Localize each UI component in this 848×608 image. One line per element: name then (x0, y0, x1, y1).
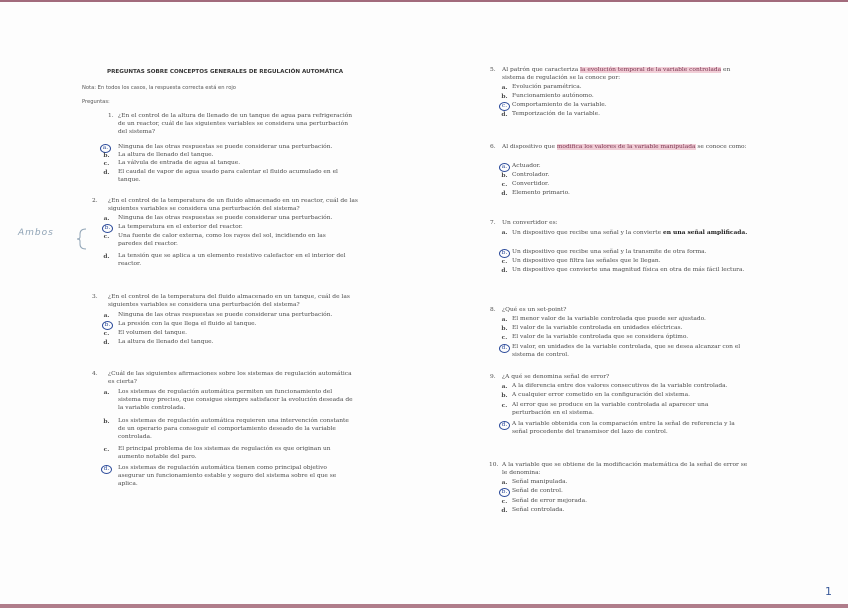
question-stem (502, 67, 754, 83)
question-number: 10. (489, 462, 499, 468)
option-letter: c. (501, 258, 508, 265)
option-letter: c. (103, 446, 110, 453)
option-text: Un dispositivo que recibe una señal y la transmite de otra forma. (512, 249, 707, 255)
question-number: 4. (92, 371, 98, 377)
option-letter: d. (103, 253, 110, 260)
margin-handwritten-note: Ambos (18, 228, 54, 238)
question-number: 1. (108, 113, 114, 119)
option-letter: d. (501, 190, 508, 197)
option-text: La temperatura en el exterior del reactor. (118, 224, 243, 230)
option-text: La tensión que se aplica a un elemento resistivo calefactor en el interior del reactor. (118, 253, 346, 267)
top-border (0, 0, 848, 2)
question-stem: A la variable que se obtiene de la modificación matemática de la señal de error se le denomina: (502, 462, 748, 476)
option-text: La altura de llenado del tanque. (118, 152, 214, 158)
option-text: El valor, en unidades de la variable controlada, que se desea alcanzar con el sistema de control. (512, 344, 741, 358)
selected-answer-circle: d. (101, 465, 112, 474)
option-text-part: Un dispositivo que recibe una señal y la convierte (512, 230, 663, 236)
selected-answer-circle: b. (102, 321, 113, 330)
option-letter: b. (103, 152, 110, 159)
question-stem: Un convertidor es: (502, 220, 558, 226)
option-text: Ninguna de las otras respuestas se puede considerar una perturbación. (118, 215, 333, 221)
option-text: El volumen del tanque. (118, 330, 187, 336)
selected-answer-circle: b. (499, 488, 510, 497)
option-letter: a. (103, 312, 110, 319)
option-text: Señal manipulada. (512, 479, 568, 485)
option-letter: b. (501, 325, 508, 332)
option-text: El caudal de vapor de agua usado para calentar el fluido acumulado en el tanque. (118, 169, 338, 183)
option-text: Una fuente de calor externa, como los rayos del sol, incidiendo en las paredes del reactor. (118, 233, 326, 247)
option-text: Señal de error mejorada. (512, 498, 587, 504)
option-letter: c. (103, 330, 110, 337)
highlighted-text: modifica los valores de la variable manipulada (556, 144, 696, 150)
option-text: Señal controlada. (512, 507, 565, 513)
option-text: Actuador. (512, 163, 541, 169)
option-letter: a. (501, 383, 508, 390)
option-letter: c. (501, 334, 508, 341)
option-letter: b. (103, 418, 110, 425)
option-letter: d. (501, 111, 508, 118)
selected-answer-circle: c. (499, 102, 510, 111)
option-text: Convertidor. (512, 181, 550, 187)
option-text: Los sistemas de regulación automática tienen como principal objetivo asegurar un funcionamiento estable y seguro del sistema sobre el que se aplica. (118, 465, 337, 487)
bottom-border (0, 604, 848, 608)
option-text: La presión con la que llega el fluido al tanque. (118, 321, 257, 327)
stem-text: se conoce como: (695, 144, 747, 150)
note-text: Nota: En todos los casos, la respuesta correcta está en rojo (82, 85, 236, 91)
option-text: Un dispositivo que filtra las señales que le llegan. (512, 258, 661, 264)
option-letter: d. (103, 339, 110, 346)
question-stem: ¿En el control de la temperatura del fluido almacenado en un tanque, cuál de las siguientes variables se considera una perturbación del sistema? (108, 294, 350, 308)
option-letter: d. (501, 507, 508, 514)
option-letter: b. (501, 172, 508, 179)
question-number: 6. (490, 144, 496, 150)
brace-mark-icon (76, 228, 88, 250)
option-letter: c. (103, 160, 110, 167)
selected-answer-circle: d. (499, 344, 510, 353)
option-letter: a. (103, 215, 110, 222)
page-number: 1 (825, 585, 832, 598)
option-text: Ninguna de las otras respuestas se puede considerar una perturbación. (118, 312, 333, 318)
emphasized-text: en una señal amplificada. (662, 229, 748, 236)
option-text: A la variable obtenida con la comparación entre la señal de referencia y la señal procedente del transmisor del lazo de control. (512, 421, 735, 435)
option-letter: a. (501, 479, 508, 486)
option-text: Ninguna de las otras respuestas se puede considerar una perturbación. (118, 144, 333, 150)
stem-text: Al patrón que caracteriza (502, 67, 581, 73)
option-text: Señal de control. (512, 488, 563, 494)
question-number: 5. (490, 67, 496, 73)
option-letter: c. (501, 402, 508, 409)
option-text: El valor de la variable controlada en unidades eléctricas. (512, 325, 683, 331)
question-number: 3. (92, 294, 98, 300)
option-text: La válvula de entrada de agua al tanque. (118, 160, 241, 166)
selected-answer-circle: b. (102, 224, 113, 233)
document-title: PREGUNTAS SOBRE CONCEPTOS GENERALES DE REGULACIÓN AUTOMÁTICA (107, 69, 344, 75)
option-text: Comportamiento de la variable. (512, 102, 607, 108)
option-text: Los sistemas de regulación automática permiten un funcionamiento del sistema muy preciso, que consigue siempre satisfacer la evolución deseada de la variable controlada. (118, 389, 353, 411)
option-letter: a. (501, 229, 508, 236)
question-stem: ¿A qué se denomina señal de error? (502, 374, 610, 380)
question-stem (502, 144, 754, 152)
question-stem: ¿En el control de la altura de llenado de un tanque de agua para refrigeración de un reactor, cuál de las siguientes variables se considera una perturbación del sistema? (118, 113, 353, 135)
option-letter: a. (501, 84, 508, 91)
option-text: Funcionamiento autónomo. (512, 93, 594, 99)
option-letter: c. (501, 181, 508, 188)
option-text: Un dispositivo que convierte una magnitud física en otra de más fácil lectura. (512, 267, 745, 273)
option-text (512, 229, 752, 238)
preguntas-label: Preguntas: (82, 99, 110, 105)
option-text: Controlador. (512, 172, 550, 178)
question-number: 9. (490, 374, 496, 380)
option-letter: a. (501, 316, 508, 323)
option-text: El menor valor de la variable controlada que puede ser ajustado. (512, 316, 706, 322)
option-text: A la diferencia entre dos valores consecutivos de la variable controlada. (512, 383, 728, 389)
highlighted-text: la evolución temporal de la variable controlada (580, 67, 722, 73)
option-text: Los sistemas de regulación automática requieren una intervención constante de un operario para conseguir el comportamiento deseado de la variable controlada. (118, 418, 349, 440)
question-stem: ¿Cuál de las siguientes afirmaciones sobre los sistemas de regulación automática es cierta? (108, 371, 352, 385)
selected-answer-circle: b. (499, 249, 510, 258)
question-stem: ¿Qué es un set-point? (502, 307, 567, 313)
option-letter: b. (501, 93, 508, 100)
option-letter: c. (501, 498, 508, 505)
option-text: Al error que se produce en la variable controlada al aparecer una perturbación en el sistema. (512, 402, 709, 416)
selected-answer-circle: a. (499, 163, 510, 172)
option-text: El valor de la variable controlada que se considera óptimo. (512, 334, 689, 340)
option-letter: c. (103, 233, 110, 240)
option-text: El principal problema de los sistemas de regulación es que originan un aumento notable del paro. (118, 446, 331, 460)
question-stem: ¿En el control de la temperatura de un fluido almacenado en un reactor, cuál de las siguientes variables se considera una perturbación del sistema? (108, 198, 358, 212)
option-text: La altura de llenado del tanque. (118, 339, 214, 345)
question-number: 8. (490, 307, 496, 313)
stem-text: Al dispositivo que (502, 144, 557, 150)
option-text: Elemento primario. (512, 190, 570, 196)
option-text: Evolución paramétrica. (512, 84, 582, 90)
option-text: A cualquier error cometido en la configuración del sistema. (512, 392, 690, 398)
option-letter: d. (103, 169, 110, 176)
selected-answer-circle: d. (499, 421, 510, 430)
option-letter: d. (501, 267, 508, 274)
stem-text: en sistema de regulación se la conoce por: (502, 67, 731, 81)
selected-answer-circle: a. (100, 144, 111, 153)
question-number: 7. (490, 220, 496, 226)
option-letter: a. (103, 389, 110, 396)
option-text: Temporización de la variable. (512, 111, 601, 117)
option-letter: b. (501, 392, 508, 399)
question-number: 2. (92, 198, 98, 204)
